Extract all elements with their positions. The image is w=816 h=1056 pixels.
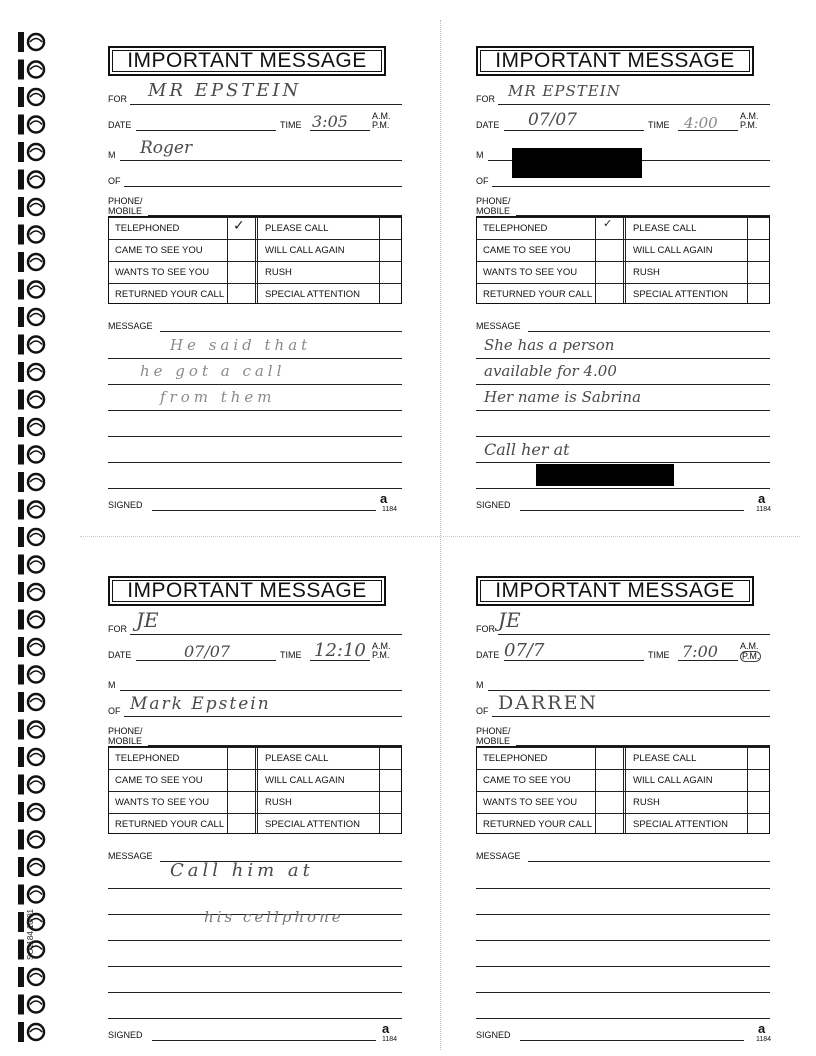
- for-label: FOR: [108, 94, 127, 104]
- spiral-ring-wire: [30, 699, 42, 703]
- spiral-ring-wire: [30, 231, 42, 235]
- checkbox-grid: TELEPHONED PLEASE CALL CAME TO SEE YOU WILL CALL AGAIN WANTS TO SEE YOU RUSH RETURNED YOUR CALL SPECIAL ATTENTION ✓: [476, 216, 770, 304]
- spiral-ring-bar: [18, 170, 24, 190]
- spiral-ring-bar: [18, 802, 24, 822]
- spiral-ring-wire: [30, 66, 42, 70]
- spiral-ring-wire: [30, 864, 42, 868]
- phone-label: PHONE/ MOBILE: [476, 726, 511, 746]
- time-value: 3:05: [312, 112, 348, 131]
- signed-label: SIGNED: [108, 1030, 143, 1040]
- m-label: M: [108, 150, 116, 160]
- note-title: IMPORTANT MESSAGE: [476, 46, 754, 76]
- time-label: TIME: [280, 120, 302, 130]
- date-label: DATE: [108, 120, 132, 130]
- m-label: M: [476, 150, 484, 160]
- of-value: DARREN: [498, 692, 599, 714]
- spiral-ring-bar: [18, 912, 24, 932]
- spiral-ring-wire: [30, 561, 42, 565]
- date-label: DATE: [476, 650, 500, 660]
- for-value: JE: [136, 608, 159, 632]
- spiral-ring-wire: [30, 149, 42, 153]
- phone-label: PHONE/ MOBILE: [476, 196, 511, 216]
- spiral-ring-bar: [18, 225, 24, 245]
- message-label: MESSAGE: [476, 321, 521, 331]
- spiral-ring-bar: [18, 362, 24, 382]
- pm-label: P.M.: [372, 650, 390, 660]
- spiral-binding: [0, 28, 64, 1048]
- spiral-ring-wire: [30, 836, 42, 840]
- spiral-ring-wire: [30, 94, 42, 98]
- binding-code: SO1184 10/01: [26, 908, 35, 960]
- spiral-ring-bar: [18, 417, 24, 437]
- date-value: 07/07: [528, 110, 577, 130]
- spiral-ring-bar: [18, 830, 24, 850]
- pm-label: P.M.: [740, 120, 758, 130]
- for-label: FOR: [476, 624, 495, 634]
- spiral-ring-bar: [18, 692, 24, 712]
- m-label: M: [108, 680, 116, 690]
- message-line-4: Call her at: [484, 440, 570, 459]
- spiral-ring-wire: [30, 341, 42, 345]
- of-label: OF: [476, 706, 489, 716]
- redaction-box: [536, 464, 674, 486]
- signed-label: SIGNED: [476, 1030, 511, 1040]
- of-label: OF: [108, 706, 121, 716]
- spiral-ring-wire: [30, 781, 42, 785]
- spiral-ring-wire: [30, 39, 42, 43]
- time-value: 7:00: [682, 642, 718, 661]
- telephoned-tick: ✓: [233, 217, 245, 233]
- for-value: MR EPSTEIN: [148, 80, 302, 101]
- spiral-ring-bar: [18, 665, 24, 685]
- spiral-ring-wire: [30, 506, 42, 510]
- of-value: Mark Epstein: [130, 694, 271, 714]
- spiral-ring-bar: [18, 995, 24, 1015]
- message-note-1: [100, 36, 400, 516]
- publisher-logo: a: [382, 1021, 390, 1036]
- publisher-logo: a: [758, 1021, 766, 1036]
- message-label: MESSAGE: [108, 321, 153, 331]
- for-label: FOR: [476, 94, 495, 104]
- note-title: IMPORTANT MESSAGE: [108, 46, 386, 76]
- spiral-ring-bar: [18, 60, 24, 80]
- message-label: MESSAGE: [108, 851, 153, 861]
- spiral-ring-wire: [30, 1001, 42, 1005]
- checkbox-grid: TELEPHONED PLEASE CALL CAME TO SEE YOU WILL CALL AGAIN WANTS TO SEE YOU RUSH RETURNED YOUR CALL SPECIAL ATTENTION ✓: [108, 216, 402, 304]
- m-value: Roger: [140, 138, 193, 158]
- message-note-2: [468, 36, 772, 516]
- spiral-ring-bar: [18, 555, 24, 575]
- spiral-ring-bar: [18, 857, 24, 877]
- spiral-ring-wire: [30, 644, 42, 648]
- spiral-ring-bar: [18, 307, 24, 327]
- form-number: 1184: [756, 506, 772, 513]
- am-label: A.M.: [372, 641, 391, 651]
- spiral-ring-bar: [18, 197, 24, 217]
- spiral-ring-bar: [18, 390, 24, 410]
- spiral-ring-bar: [18, 527, 24, 547]
- time-value: 4:00: [684, 114, 718, 132]
- am-label: A.M.: [372, 111, 391, 121]
- spiral-ring-wire: [30, 534, 42, 538]
- spiral-ring-wire: [30, 451, 42, 455]
- spiral-ring-bar: [18, 775, 24, 795]
- date-value: 07/7: [504, 640, 545, 661]
- spiral-ring-bar: [18, 885, 24, 905]
- fold-line-horizontal: [80, 536, 800, 537]
- message-line-2: his cellphone: [204, 908, 344, 926]
- spiral-ring-wire: [30, 176, 42, 180]
- checkbox-grid: TELEPHONED PLEASE CALL CAME TO SEE YOU WILL CALL AGAIN WANTS TO SEE YOU RUSH RETURNED YOUR CALL SPECIAL ATTENTION: [476, 746, 770, 834]
- checkbox-grid: TELEPHONED PLEASE CALL CAME TO SEE YOU WILL CALL AGAIN WANTS TO SEE YOU RUSH RETURNED YOUR CALL SPECIAL ATTENTION: [108, 746, 402, 834]
- of-label: OF: [108, 176, 121, 186]
- spiral-ring-bar: [18, 940, 24, 960]
- spiral-ring-wire: [30, 726, 42, 730]
- signed-label: SIGNED: [108, 500, 143, 510]
- spiral-ring-wire: [30, 314, 42, 318]
- message-line-3: Her name is Sabrina: [484, 388, 642, 406]
- spiral-ring-bar: [18, 500, 24, 520]
- time-value: 12:10: [314, 640, 366, 661]
- date-label: DATE: [108, 650, 132, 660]
- spiral-ring-bar: [18, 445, 24, 465]
- spiral-ring-bar: [18, 610, 24, 630]
- telephoned-tick: ✓: [603, 218, 613, 230]
- spiral-ring-bar: [18, 967, 24, 987]
- spiral-ring-wire: [30, 974, 42, 978]
- spiral-ring-wire: [30, 671, 42, 675]
- message-line-2: he got a call: [140, 362, 286, 380]
- phone-label: PHONE/ MOBILE: [108, 196, 143, 216]
- spiral-ring-bar: [18, 472, 24, 492]
- spiral-ring-wire: [30, 1029, 42, 1033]
- pm-label: P.M.: [742, 651, 760, 661]
- time-label: TIME: [648, 650, 670, 660]
- form-number: 1184: [756, 1036, 772, 1043]
- spiral-ring-wire: [30, 396, 42, 400]
- date-value: 07/07: [184, 642, 231, 661]
- for-value: JE: [498, 608, 521, 632]
- of-label: OF: [476, 176, 489, 186]
- spiral-ring-bar: [18, 142, 24, 162]
- note-title: IMPORTANT MESSAGE: [476, 576, 754, 606]
- time-label: TIME: [648, 120, 670, 130]
- note-title: IMPORTANT MESSAGE: [108, 576, 386, 606]
- spiral-ring-wire: [30, 204, 42, 208]
- spiral-ring-bar: [18, 720, 24, 740]
- phone-label: PHONE/ MOBILE: [108, 726, 143, 746]
- message-note-3: [100, 566, 400, 1046]
- spiral-ring-wire: [30, 286, 42, 290]
- spiral-ring-bar: [18, 115, 24, 135]
- spiral-ring-bar: [18, 582, 24, 602]
- spiral-ring-wire: [30, 754, 42, 758]
- message-line-1: Call him at: [170, 860, 314, 881]
- spiral-ring-wire: [30, 121, 42, 125]
- for-label: FOR: [108, 624, 127, 634]
- for-value: MR EPSTEIN: [508, 82, 621, 100]
- publisher-logo: a: [380, 491, 388, 506]
- m-label: M: [476, 680, 484, 690]
- spiral-ring-bar: [18, 32, 24, 52]
- form-number: 1184: [382, 506, 398, 513]
- message-line-1: She has a person: [484, 336, 615, 354]
- message-note-4: [468, 566, 772, 1046]
- form-number: 1184: [382, 1036, 398, 1043]
- spiral-ring-wire: [30, 891, 42, 895]
- publisher-logo: a: [758, 491, 766, 506]
- time-label: TIME: [280, 650, 302, 660]
- spiral-ring-bar: [18, 87, 24, 107]
- spiral-ring-wire: [30, 479, 42, 483]
- signed-label: SIGNED: [476, 500, 511, 510]
- spiral-ring-bar: [18, 1022, 24, 1042]
- message-line-3: from them: [160, 388, 276, 406]
- spiral-ring-bar: [18, 280, 24, 300]
- message-line-2: available for 4.00: [484, 362, 617, 380]
- spiral-ring-wire: [30, 369, 42, 373]
- redaction-box: [512, 148, 642, 178]
- spiral-ring-wire: [30, 616, 42, 620]
- pm-label: P.M.: [372, 120, 390, 130]
- spiral-ring-bar: [18, 252, 24, 272]
- fold-line-vertical: [440, 20, 441, 1050]
- spiral-ring-bar: [18, 637, 24, 657]
- spiral-ring-bar: [18, 335, 24, 355]
- date-label: DATE: [476, 120, 500, 130]
- am-label: A.M.: [740, 111, 759, 121]
- am-label: A.M.: [740, 641, 759, 651]
- spiral-ring-bar: [18, 747, 24, 767]
- spiral-ring-wire: [30, 259, 42, 263]
- spiral-ring-wire: [30, 809, 42, 813]
- message-line-1: He said that: [170, 336, 312, 354]
- spiral-ring-wire: [30, 424, 42, 428]
- message-label: MESSAGE: [476, 851, 521, 861]
- spiral-ring-wire: [30, 589, 42, 593]
